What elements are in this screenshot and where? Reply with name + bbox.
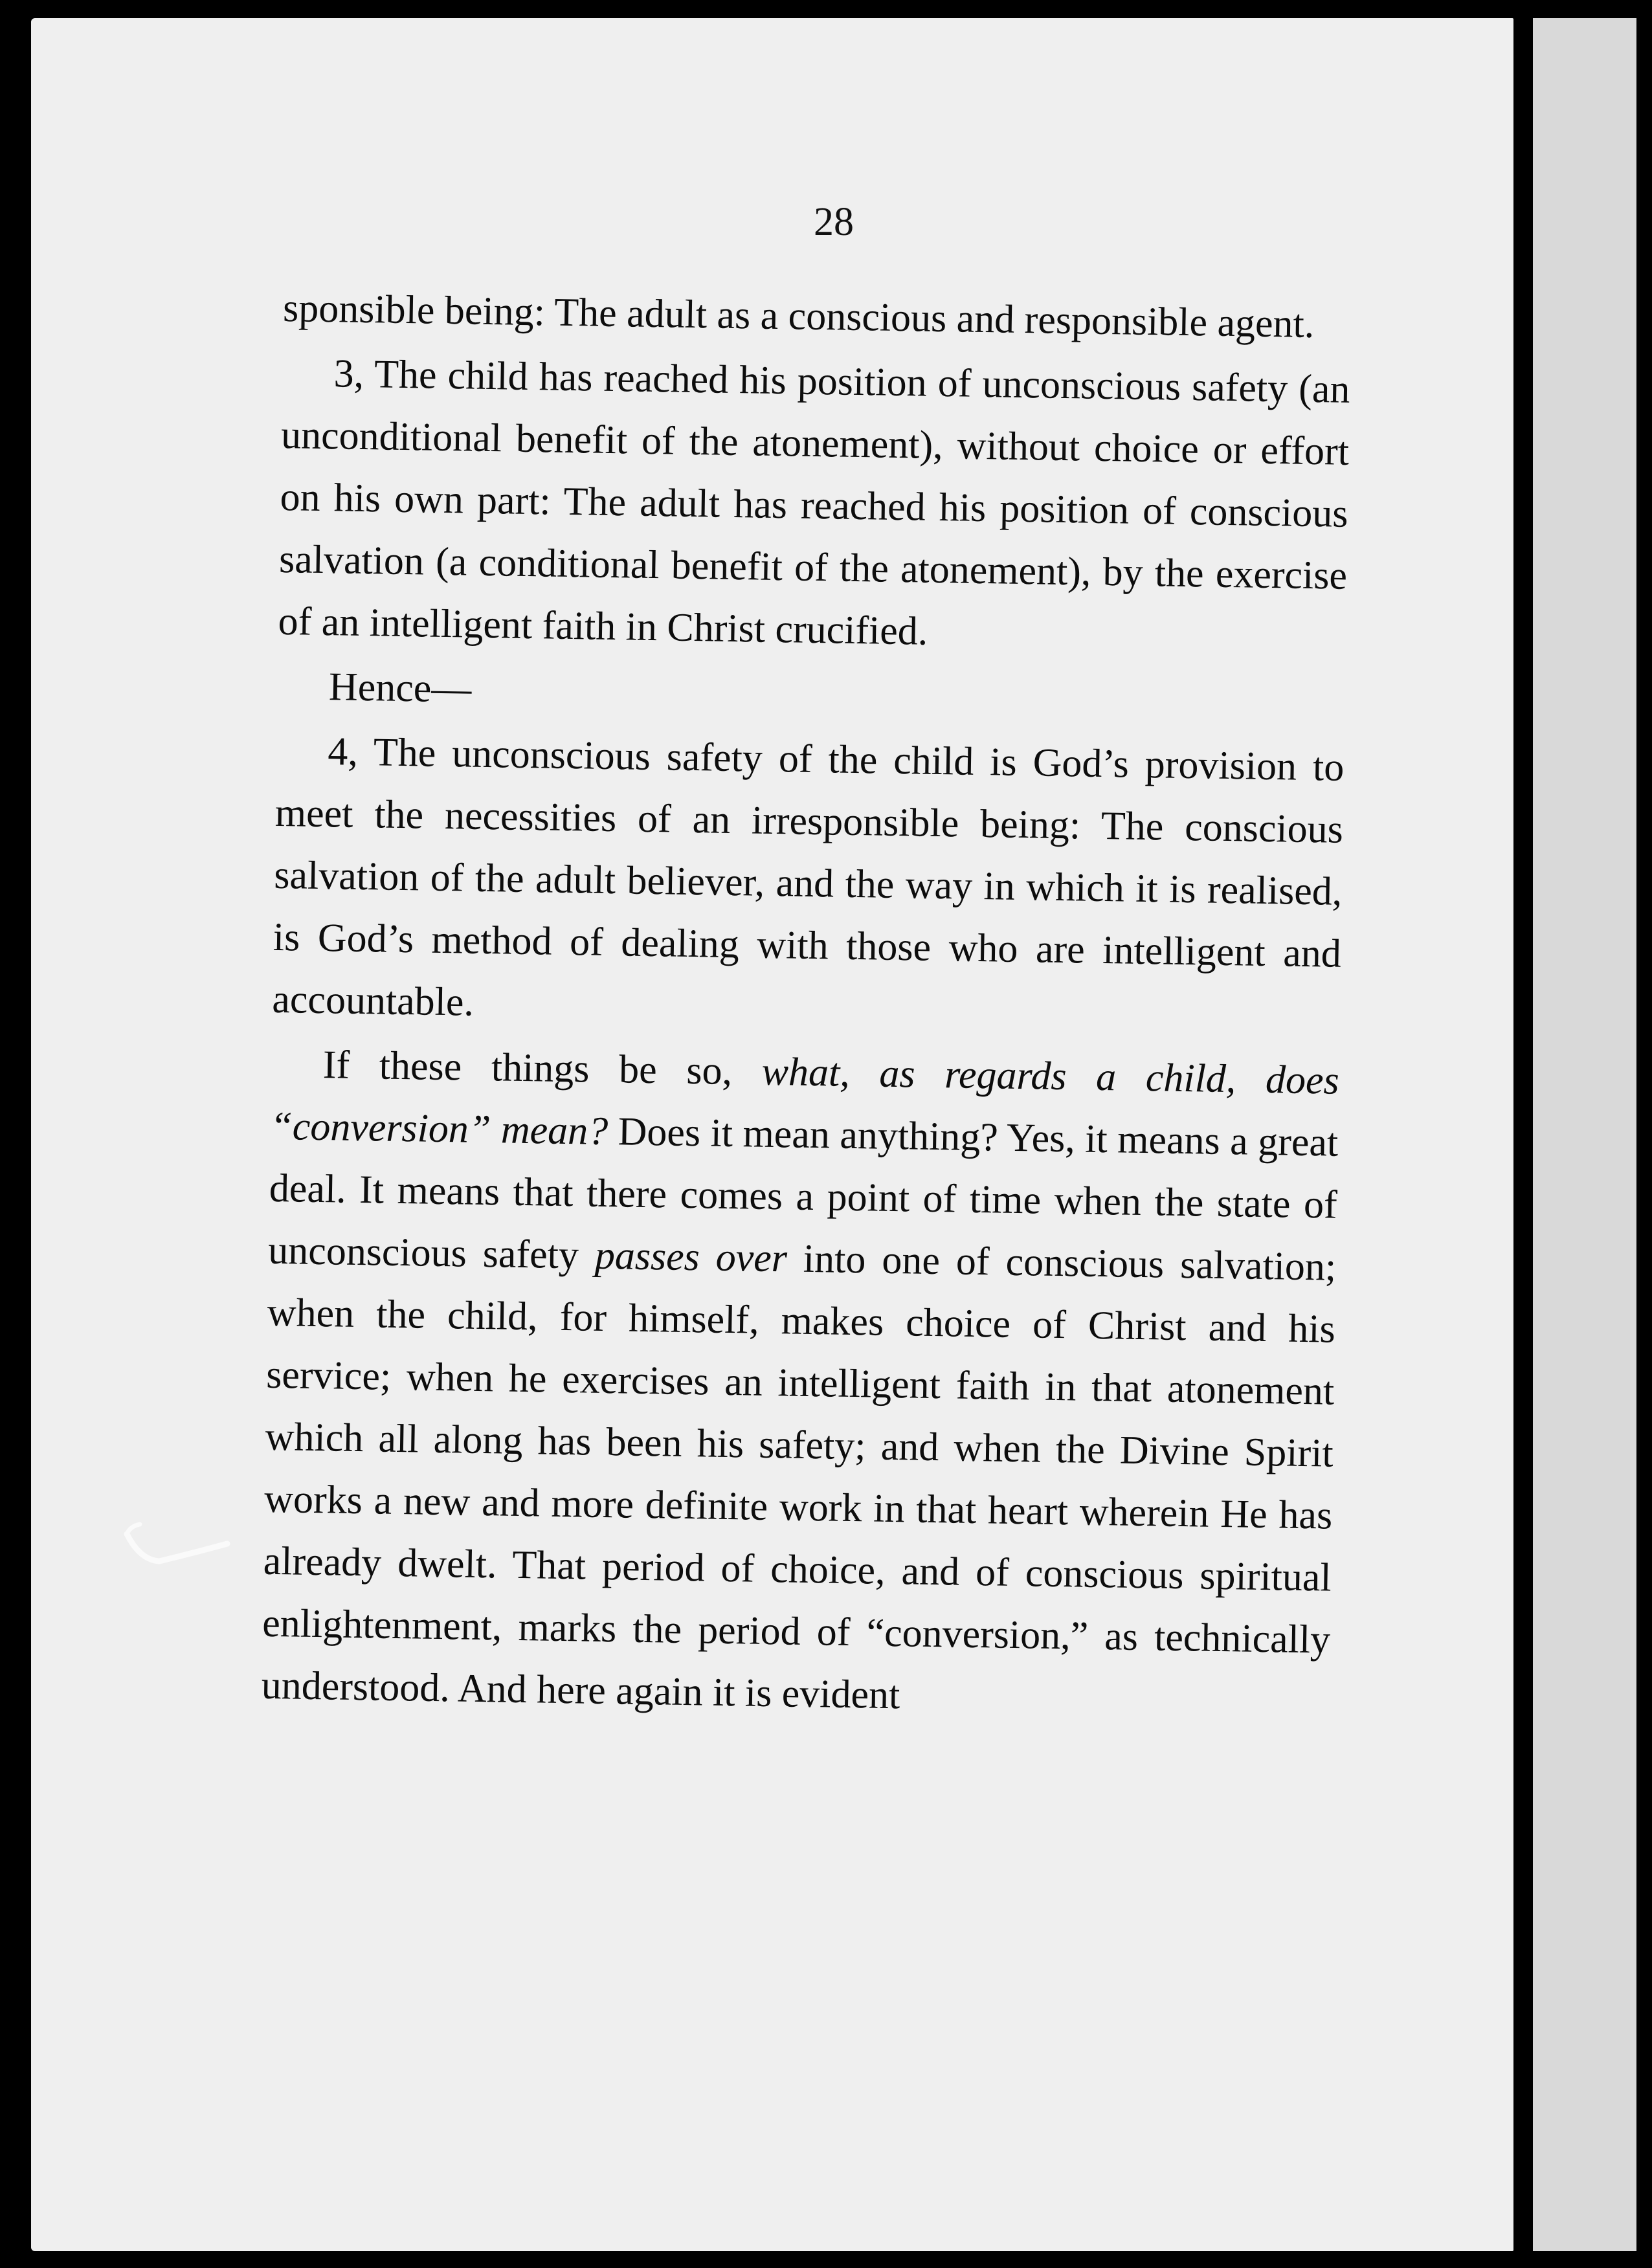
page-edge-shadow [1513,13,1533,2259]
passes-over-phrase: passes over [594,1233,788,1281]
page-number: 28 [814,200,854,244]
paragraph-hence: Hence— [328,665,472,711]
paragraph-point-4: 4, The unconscious safety of the child is God’s provision to meet the necessities of an irresponsible being: The conscious salvation of the adult believer, and the way in which it is realised, is God’s method of dealing with those who are intelligent and accountable. [271,729,1345,1025]
paragraph-continued: sponsible being: The adult as a conscious and responsible agent. [282,285,1315,347]
conversion-answer: Does it mean anything? Yes, it means a great deal. It means that there comes a point of time when the state of unconscious safety [267,1109,1339,1278]
paragraph-point-3: 3, The child has reached his position of unconscious safety (an unconditional benefit of the atonement), without choice or effort on his own part: The adult has reached his position of conscious salvation (a conditional benefit of the atonement), by the exercise of an intelligent faith in Christ crucified. [278,351,1351,654]
margin-pencil-mark [114,1515,243,1573]
book-page [31,18,1513,2251]
conversion-lead: If these things be so, [322,1043,763,1094]
paragraph-conversion [261,1033,1339,1733]
conversion-question: what, as regards a child, does “conversion” mean? [269,1049,1340,1154]
adjacent-page-edge [1533,18,1636,2251]
body-text [261,277,1352,1736]
conversion-rest: into one of conscious salvation; when the child, for himself, makes choice of Christ and his service; when he exercises an intelligent faith in that atonement which all along has been his safety; and when the Divine Spirit works a new and more definite work in that heart wherein He has already dwelt. That period of choice, and of conscious spiritual enlightenment, marks the period of “conversion,” as technically understood. And here again it is evident [261,1236,1337,1718]
